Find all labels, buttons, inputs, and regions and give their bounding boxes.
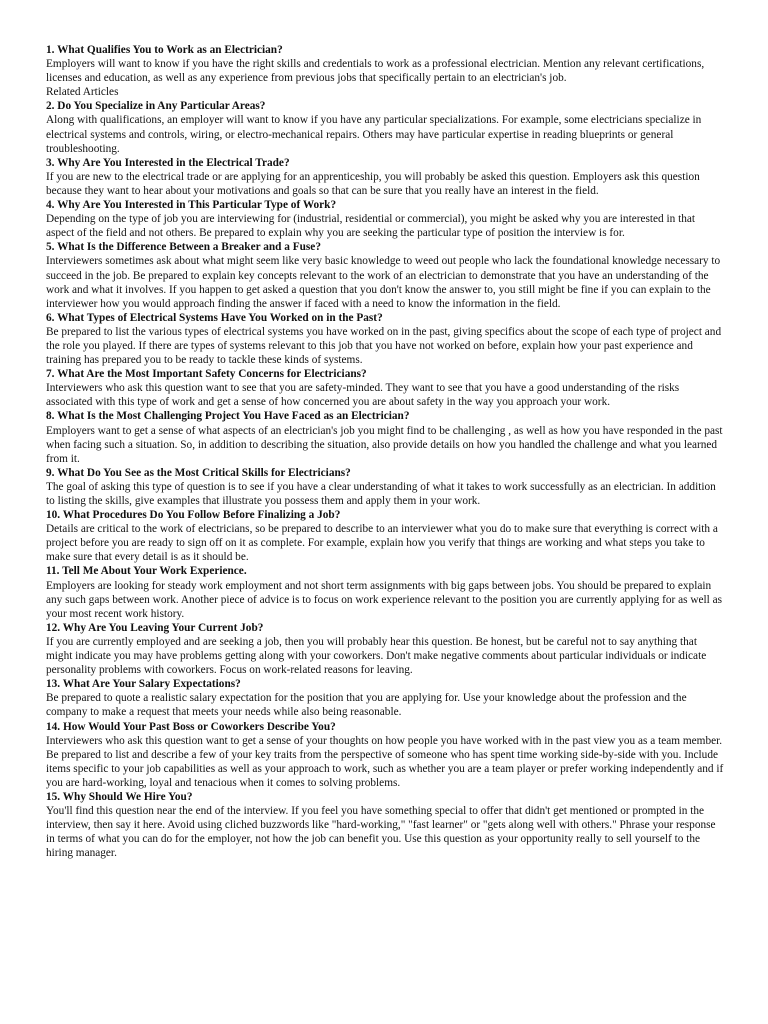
question-title: 2. Do You Specialize in Any Particular Areas? bbox=[46, 100, 266, 113]
question-title: 1. What Qualifies You to Work as an Electrician? bbox=[46, 44, 283, 56]
question-title: 10. What Procedures Do You Follow Before Finalizing a Job? bbox=[46, 509, 341, 522]
question-title: 4. Why Are You Interested in This Particular Type of Work? bbox=[46, 199, 337, 212]
question-title: 15. Why Should We Hire You? bbox=[46, 790, 193, 803]
question-title: 8. What Is the Most Challenging Project You Have Faced as an Electrician? bbox=[46, 410, 410, 423]
question-body: Be prepared to quote a realistic salary expectation for the position that you are applying for. Use your knowledge about the profession and the company to make a request that meets your needs while also being reasonable. bbox=[46, 692, 687, 719]
related-articles-link[interactable]: Related Articles bbox=[46, 86, 119, 99]
question-title: 3. Why Are You Interested in the Electrical Trade? bbox=[46, 156, 290, 169]
document-page bbox=[46, 43, 726, 860]
question-title: 9. What Do You See as the Most Critical Skills for Electricians? bbox=[46, 466, 351, 479]
question-body: Depending on the type of job you are interviewing for (industrial, residential or commercial), you might be asked why you are interested in that aspect of the field and not others. Be prepared to explain why you are seeking the particular type of position the interview is for. bbox=[46, 213, 696, 240]
question-body: If you are new to the electrical trade or are applying for an apprenticeship, you will probably be asked this question. Employers ask this question because they want to hear about your motivations and goals so that can be sure that you really have an interest in the field. bbox=[46, 170, 700, 197]
question-body: The goal of asking this type of question is to see if you have a clear understanding of what it takes to work successfully as an electrician. In addition to listing the skills, give examples that illustrate you possess them and apply them in your work. bbox=[46, 480, 716, 507]
question-title: 13. What Are Your Salary Expectations? bbox=[46, 678, 241, 691]
question-body: Along with qualifications, an employer will want to know if you have any particular specializations. For example, some electricians specialize in electrical systems and controls, wiring, or electro-mechanical repairs. Others may have particular expertise in reading blueprints or general troubleshooting. bbox=[46, 114, 702, 155]
question-body: Employers will want to know if you have the right skills and credentials to work as a professional electrician. Mention any relevant certifications, licenses and education, as well as any experience from previous jobs that specifically pertain to an electrician's job. bbox=[46, 58, 705, 85]
question-title: 14. How Would Your Past Boss or Coworkers Describe You? bbox=[46, 720, 336, 733]
question-body: Details are critical to the work of electricians, so be prepared to describe to an interviewer what you do to make sure that everything is correct with a project before you are ready to sign off on it as complete. For example, explain how you verify that things are working and what steps you take to make sure that every detail is as it should be. bbox=[46, 523, 718, 564]
question-body: You'll find this question near the end of the interview. If you feel you have something special to offer that didn't get mentioned or prompted in the interview, then say it here. Avoid using cliched buzzwords like "hard-working," "fast learner" or "gets along well with others." Phrase your response in terms of what you can do for the employer, not how the job can benefit you. Use this question as your opportunity really to sell yourself to the hiring manager. bbox=[46, 805, 716, 860]
question-title: 5. What Is the Difference Between a Breaker and a Fuse? bbox=[46, 241, 321, 254]
question-title: 12. Why Are You Leaving Your Current Job? bbox=[46, 621, 264, 634]
question-body: Employers want to get a sense of what aspects of an electrician's job you might find to be challenging , as well as how you have responded in the past when facing such a situation. So, in addition to describing the situation, also provide details on how you handled the challenge and what you learned from it. bbox=[46, 424, 723, 465]
question-body: Interviewers who ask this question want to get a sense of your thoughts on how people you have worked with in the past view you as a team member. Be prepared to list and describe a few of your key traits from the perspective of someone who has spent time working side-by-side with you. Include items specific to your job capabilities as well as your approach to work, such as whether you are a team player or prefer working independently and if you are hard-working, loyal and tenacious when it comes to solving problems. bbox=[46, 734, 724, 789]
question-title: 11. Tell Me About Your Work Experience. bbox=[46, 565, 247, 578]
question-body: Interviewers sometimes ask about what might seem like very basic knowledge to weed out people who lack the foundational knowledge necessary to succeed in the job. Be prepared to explain key concepts relevant to the work of an electrician to demonstrate that you have an understanding of the work and what it involves. If you happen to get asked a question that you don't know the answer to, you still might be fine if you can explain to the interviewer how you would approach finding the answer if faced with a need to know the information in the field. bbox=[46, 255, 721, 310]
question-body: Employers are looking for steady work employment and not short term assignments with big gaps between jobs. You should be prepared to explain any such gaps between work. Another piece of advice is to focus on work experience relevant to the position you are currently applying for as well as your most recent work history. bbox=[46, 579, 723, 620]
question-body: If you are currently employed and are seeking a job, then you will probably hear this question. Be honest, but be careful not to say anything that might indicate you may have problems getting along with your coworkers. Don't make negative comments about particular individuals or indicate personality problems with coworkers. Focus on work-related reasons for leaving. bbox=[46, 635, 707, 677]
question-body: Be prepared to list the various types of electrical systems you have worked on in the past, giving specifics about the scope of each type of project and the role you played. If there are types of systems relevant to this job that you have not worked on before, explain how your past experience and training has prepared you to be ready to tackle these kinds of systems. bbox=[46, 325, 722, 367]
question-title: 6. What Types of Electrical Systems Have You Worked on in the Past? bbox=[46, 311, 383, 324]
question-title: 7. What Are the Most Important Safety Concerns for Electricians? bbox=[46, 368, 367, 381]
question-body: Interviewers who ask this question want to see that you are safety-minded. They want to see that you have a good understanding of the risks associated with this type of work and get a sense of how concerned you are about safety in the way you approach your work. bbox=[46, 382, 680, 409]
